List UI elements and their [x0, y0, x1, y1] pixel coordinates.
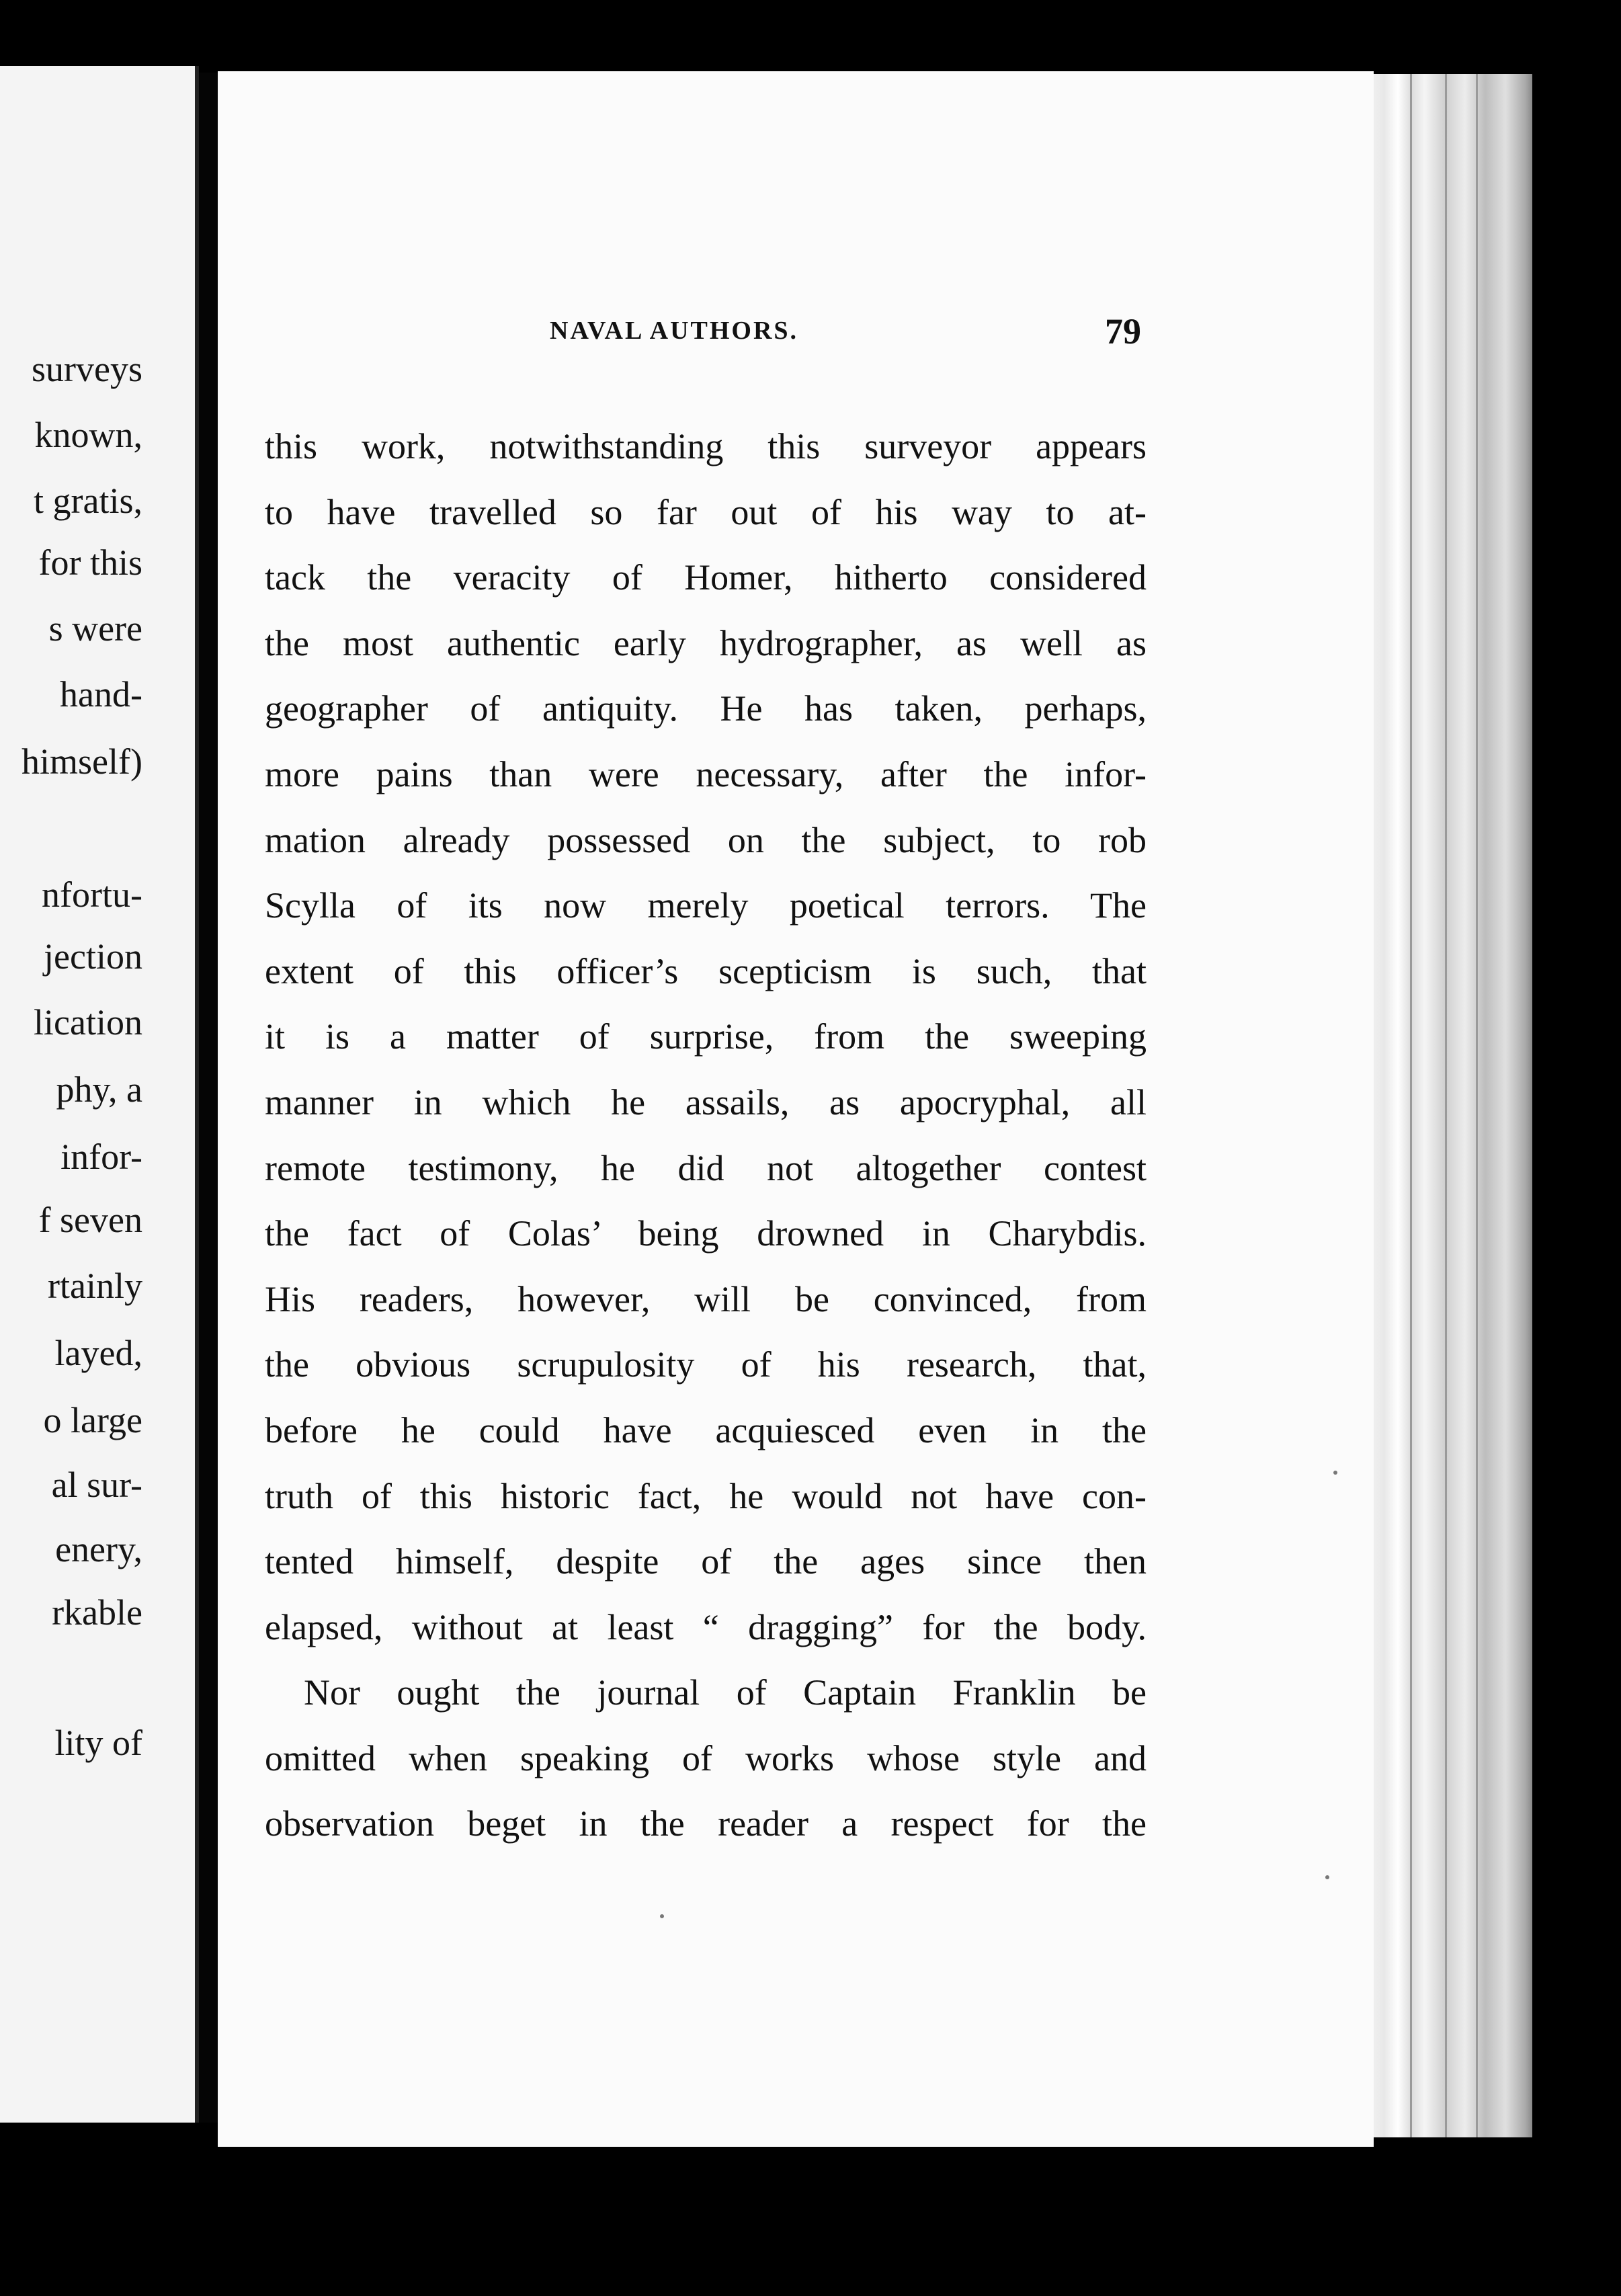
text-line: the most authentic early hydrographer, as well as: [265, 622, 1147, 663]
text-line: more pains than were necessary, after the infor-: [265, 753, 1147, 794]
text-line: observation beget in the reader a respect for the: [265, 1803, 1147, 1844]
left-page-line: f seven: [38, 1200, 142, 1240]
left-page-line: layed,: [54, 1333, 142, 1373]
left-page-line: rkable: [52, 1592, 142, 1633]
text-line: manner in which he assails, as apocryphal, all: [265, 1081, 1147, 1122]
left-page-line: t gratis,: [34, 481, 142, 521]
page-edges: [1371, 74, 1532, 2137]
right-page: [218, 71, 1374, 2147]
text-line: it is a matter of surprise, from the sweeping: [265, 1016, 1147, 1057]
left-page-line: nfortu-: [42, 874, 142, 915]
left-page-line: lity of: [54, 1723, 142, 1763]
text-line: truth of this historic fact, he would not have con-: [265, 1475, 1147, 1516]
paper-speck: [1333, 1471, 1337, 1475]
left-page-line: surveys: [32, 349, 142, 389]
text-line: remote testimony, he did not altogether contest: [265, 1147, 1147, 1188]
text-line: omitted when speaking of works whose style and: [265, 1737, 1147, 1778]
text-line: Scylla of its now merely poetical terrors. The: [265, 885, 1147, 926]
text-line: before he could have acquiesced even in the: [265, 1409, 1147, 1450]
left-page-line: known,: [34, 415, 142, 455]
left-page-line: enery,: [55, 1529, 142, 1569]
left-page-line: hand-: [60, 674, 142, 714]
left-facing-page: [0, 66, 199, 2123]
page-edge-line: [1445, 74, 1447, 2137]
book-gutter: [199, 73, 218, 2123]
text-line: elapsed, without at least “ dragging” for the body.: [265, 1606, 1147, 1647]
text-line: the obvious scrupulosity of his research, that,: [265, 1344, 1147, 1385]
left-page-line: lication: [34, 1002, 142, 1042]
text-line: tented himself, despite of the ages since then: [265, 1541, 1147, 1582]
text-line: mation already possessed on the subject, to rob: [265, 819, 1147, 860]
paper-speck: [1325, 1875, 1329, 1879]
text-line: the fact of Colas’ being drowned in Charybdis.: [265, 1213, 1147, 1254]
text-line: this work, notwithstanding this surveyor appears: [265, 426, 1147, 466]
left-page-line: for this: [38, 542, 142, 583]
left-page-line: rtainly: [48, 1266, 142, 1306]
running-head: NAVAL AUTHORS.: [550, 317, 799, 345]
page-edge-line: [1476, 74, 1478, 2137]
paper-speck: [660, 1914, 664, 1918]
page-header: [218, 311, 1374, 355]
text-line: to have travelled so far out of his way to at-: [265, 491, 1147, 532]
left-page-line: himself): [22, 741, 142, 782]
text-line: Nor ought the journal of Captain Franklin be: [304, 1672, 1147, 1713]
left-page-line: jection: [44, 936, 142, 977]
page-number: 79: [1105, 311, 1141, 352]
left-page-line: phy, a: [56, 1069, 142, 1110]
left-page-line: infor-: [60, 1137, 142, 1177]
text-line: geographer of antiquity. He has taken, perhaps,: [265, 688, 1147, 729]
left-page-line: o large: [43, 1400, 142, 1440]
text-line: tack the veracity of Homer, hitherto considered: [265, 557, 1147, 598]
page-edge-line: [1410, 74, 1412, 2137]
left-page-line: s were: [48, 608, 142, 649]
text-line: His readers, however, will be convinced, from: [265, 1278, 1147, 1319]
text-line: extent of this officer’s scepticism is such, that: [265, 950, 1147, 991]
body-text: [265, 414, 1147, 1857]
left-page-line: al sur-: [51, 1465, 142, 1505]
